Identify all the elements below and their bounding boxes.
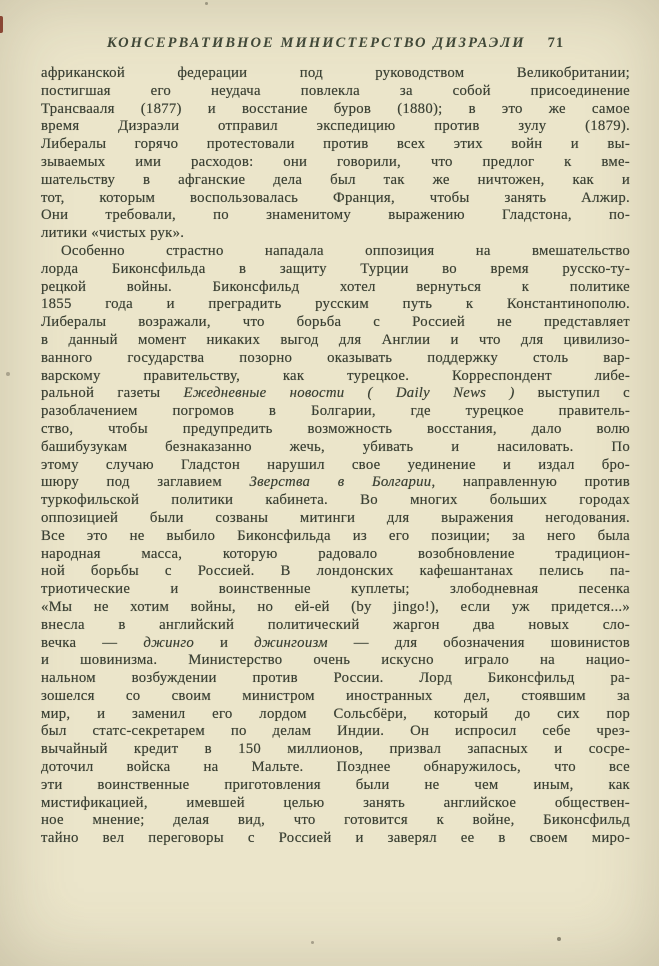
text-line [41,510,630,528]
text-line [41,65,630,83]
text-run: народная масса, которую радовало возобновление традицион- [41,545,630,562]
text-run: тайно вел переговоры с Россией и заверял ее в своем миро- [41,830,630,847]
text-line [41,154,630,172]
running-header [41,34,630,52]
text-run: рецкой войны. Биконсфильд хотел вернуться к политике [41,278,630,295]
text-line [41,581,630,599]
running-header-title: КОНСЕРВАТИВНОЕ МИНИСТЕРСТВО ДИЗРАЭЛИ [106,35,526,51]
text-run: ное мнение; делая вид, что готовится к войне, Биконсфильд [41,812,630,829]
text-run: шательству в афганские дела был так же ничтожен, как и [41,171,630,188]
text-line [41,101,630,119]
text-run: мир, и заменил его лордом Сольсбёри, который до сих пор [41,705,630,722]
text-line [41,172,630,190]
text-line [41,777,630,795]
text-line [41,563,630,581]
text-run: и шовинизма. Министерство очень искусно играло на нацио- [41,652,630,669]
text-run: — для обозначения шовинистов [327,634,630,651]
text-run: внесла в английский политический жаргон два новых сло- [41,616,630,633]
text-run: выступил с [514,385,630,402]
scan-speck [6,372,10,376]
text-line [41,759,630,777]
text-line [41,385,630,403]
text-run: зошелся со своим министром иностранных дел, стоявшим за [41,687,630,704]
text-line [41,261,630,279]
text-run: этому случаю Гладстон нарушил свое уединение и издал бро- [41,456,630,473]
page-content [41,34,630,848]
scan-speck [205,2,208,5]
text-run: вычайный кредит в 150 миллионов, призвал запасных и сосре- [41,741,630,758]
text-run: варскому правительству, как турецкое. Корреспондент либе- [41,367,630,384]
text-line [41,118,630,136]
text-run: триотические и воинственные куплеты; злободневная песенка [41,581,630,598]
text-run: шюру под заглавием [41,474,250,491]
text-line [41,688,630,706]
text-line [41,457,630,475]
text-line [41,741,630,759]
text-run: оппозицией были созваны митинги для выражения негодования. [41,509,630,526]
text-line [41,812,630,830]
text-run: ной борьбы с Россией. В лондонских кафешантанах пелись па- [41,563,630,580]
text-line [41,439,630,457]
text-run: литики «чистых рук». [41,225,185,242]
text-run: лорда Биконсфильда в защиту Турции во время русско-ту- [41,260,630,277]
scan-artifact-red-mark [0,16,3,33]
text-line [41,652,630,670]
text-line [41,243,630,261]
text-line [41,314,630,332]
text-run: эти воинственные приготовления были не чем иным, как [41,776,630,793]
text-line [41,350,630,368]
text-run: зываемых ими расходов: они говорили, что предлог к вме- [41,153,630,170]
text-run: ство, чтобы предупредить возможность восстания, дало волю [41,420,630,437]
text-run: туркофильской политики кабинета. Во многих больших городах [41,492,630,509]
scan-speck [557,937,561,941]
text-run: африканской федерации под руководством Великобритании; [41,65,630,81]
text-run: Они требовали, по знаменитому выражению Гладстона, по- [41,207,630,224]
text-line [41,403,630,421]
text-run: время Дизраэли отправил экспедицию против зулу (1879). [41,118,630,135]
text-line [41,492,630,510]
text-line [41,279,630,297]
text-run: в данный момент никаких выгод для Англии и что для цивилизо- [41,331,630,348]
text-line [41,706,630,724]
text-line [41,225,630,243]
text-line [41,795,630,813]
text-run: мистификацией, имевшей целью занять английское обществен- [41,794,630,811]
text-run: постигшая его неудача повлекла за собой присоединение [41,82,630,99]
text-run: разоблачением погромов в Болгарии, где турецкое правитель- [41,403,630,420]
text-run: ванного государства позорно оказывать поддержку столь вар- [41,349,630,366]
text-line [41,296,630,314]
text-run: ральной газеты [41,385,184,402]
text-line [41,474,630,492]
text-run: Либералы горячо протестовали против всех этих войн и вы- [41,136,630,153]
text-line [41,368,630,386]
text-run: нальном возбуждении против России. Лорд Биконсфильд ра- [41,670,630,687]
text-line [41,136,630,154]
text-run: был статс-секретарем по делам Индии. Он испросил себе чрез- [41,723,630,740]
paragraph [41,65,630,243]
text-run: Особенно страстно нападала оппозиция на вмешательство [61,242,630,259]
italic-emphasis: джинго [143,634,195,651]
text-run: «Мы не хотим войны, но ей-ей (by jingo!), если уж придется...» [41,598,630,615]
text-line [41,190,630,208]
text-line [41,207,630,225]
italic-emphasis: джингоизм [254,634,328,651]
text-line [41,332,630,350]
scan-speck [311,941,314,944]
page-number: 71 [547,35,565,51]
text-run: и [194,634,255,651]
text-line [41,723,630,741]
text-line [41,546,630,564]
italic-emphasis: Зверства в Болгарии [249,474,432,491]
text-line [41,528,630,546]
text-run: 1855 года и преградить русским путь к Константинополю. [41,296,630,313]
paragraph [41,243,630,848]
text-run: , направленную против [431,474,631,491]
text-run: доточил войска на Мальте. Позднее обнаружилось, что все [41,759,630,776]
text-run: Все это не выбило Биконсфильда из его позиции; за него была [41,527,630,544]
text-run: Трансвааля (1877) и восстание буров (1880); в это же самое [41,100,630,117]
text-run: вечка — [41,634,144,651]
page-body [41,65,630,848]
text-line [41,421,630,439]
text-run: башибузукам безнаказанно жечь, убивать и насиловать. По [41,438,630,455]
text-line [41,670,630,688]
text-line [41,599,630,617]
text-run: Либералы возражали, что борьба с Россией не представляет [41,314,630,331]
text-line [41,635,630,653]
text-line [41,617,630,635]
italic-emphasis: Ежедневные новости ( Daily News ) [183,385,515,402]
text-line [41,83,630,101]
text-line [41,830,630,848]
text-run: тот, которым воспользовалась Франция, чтобы занять Алжир. [41,189,630,206]
